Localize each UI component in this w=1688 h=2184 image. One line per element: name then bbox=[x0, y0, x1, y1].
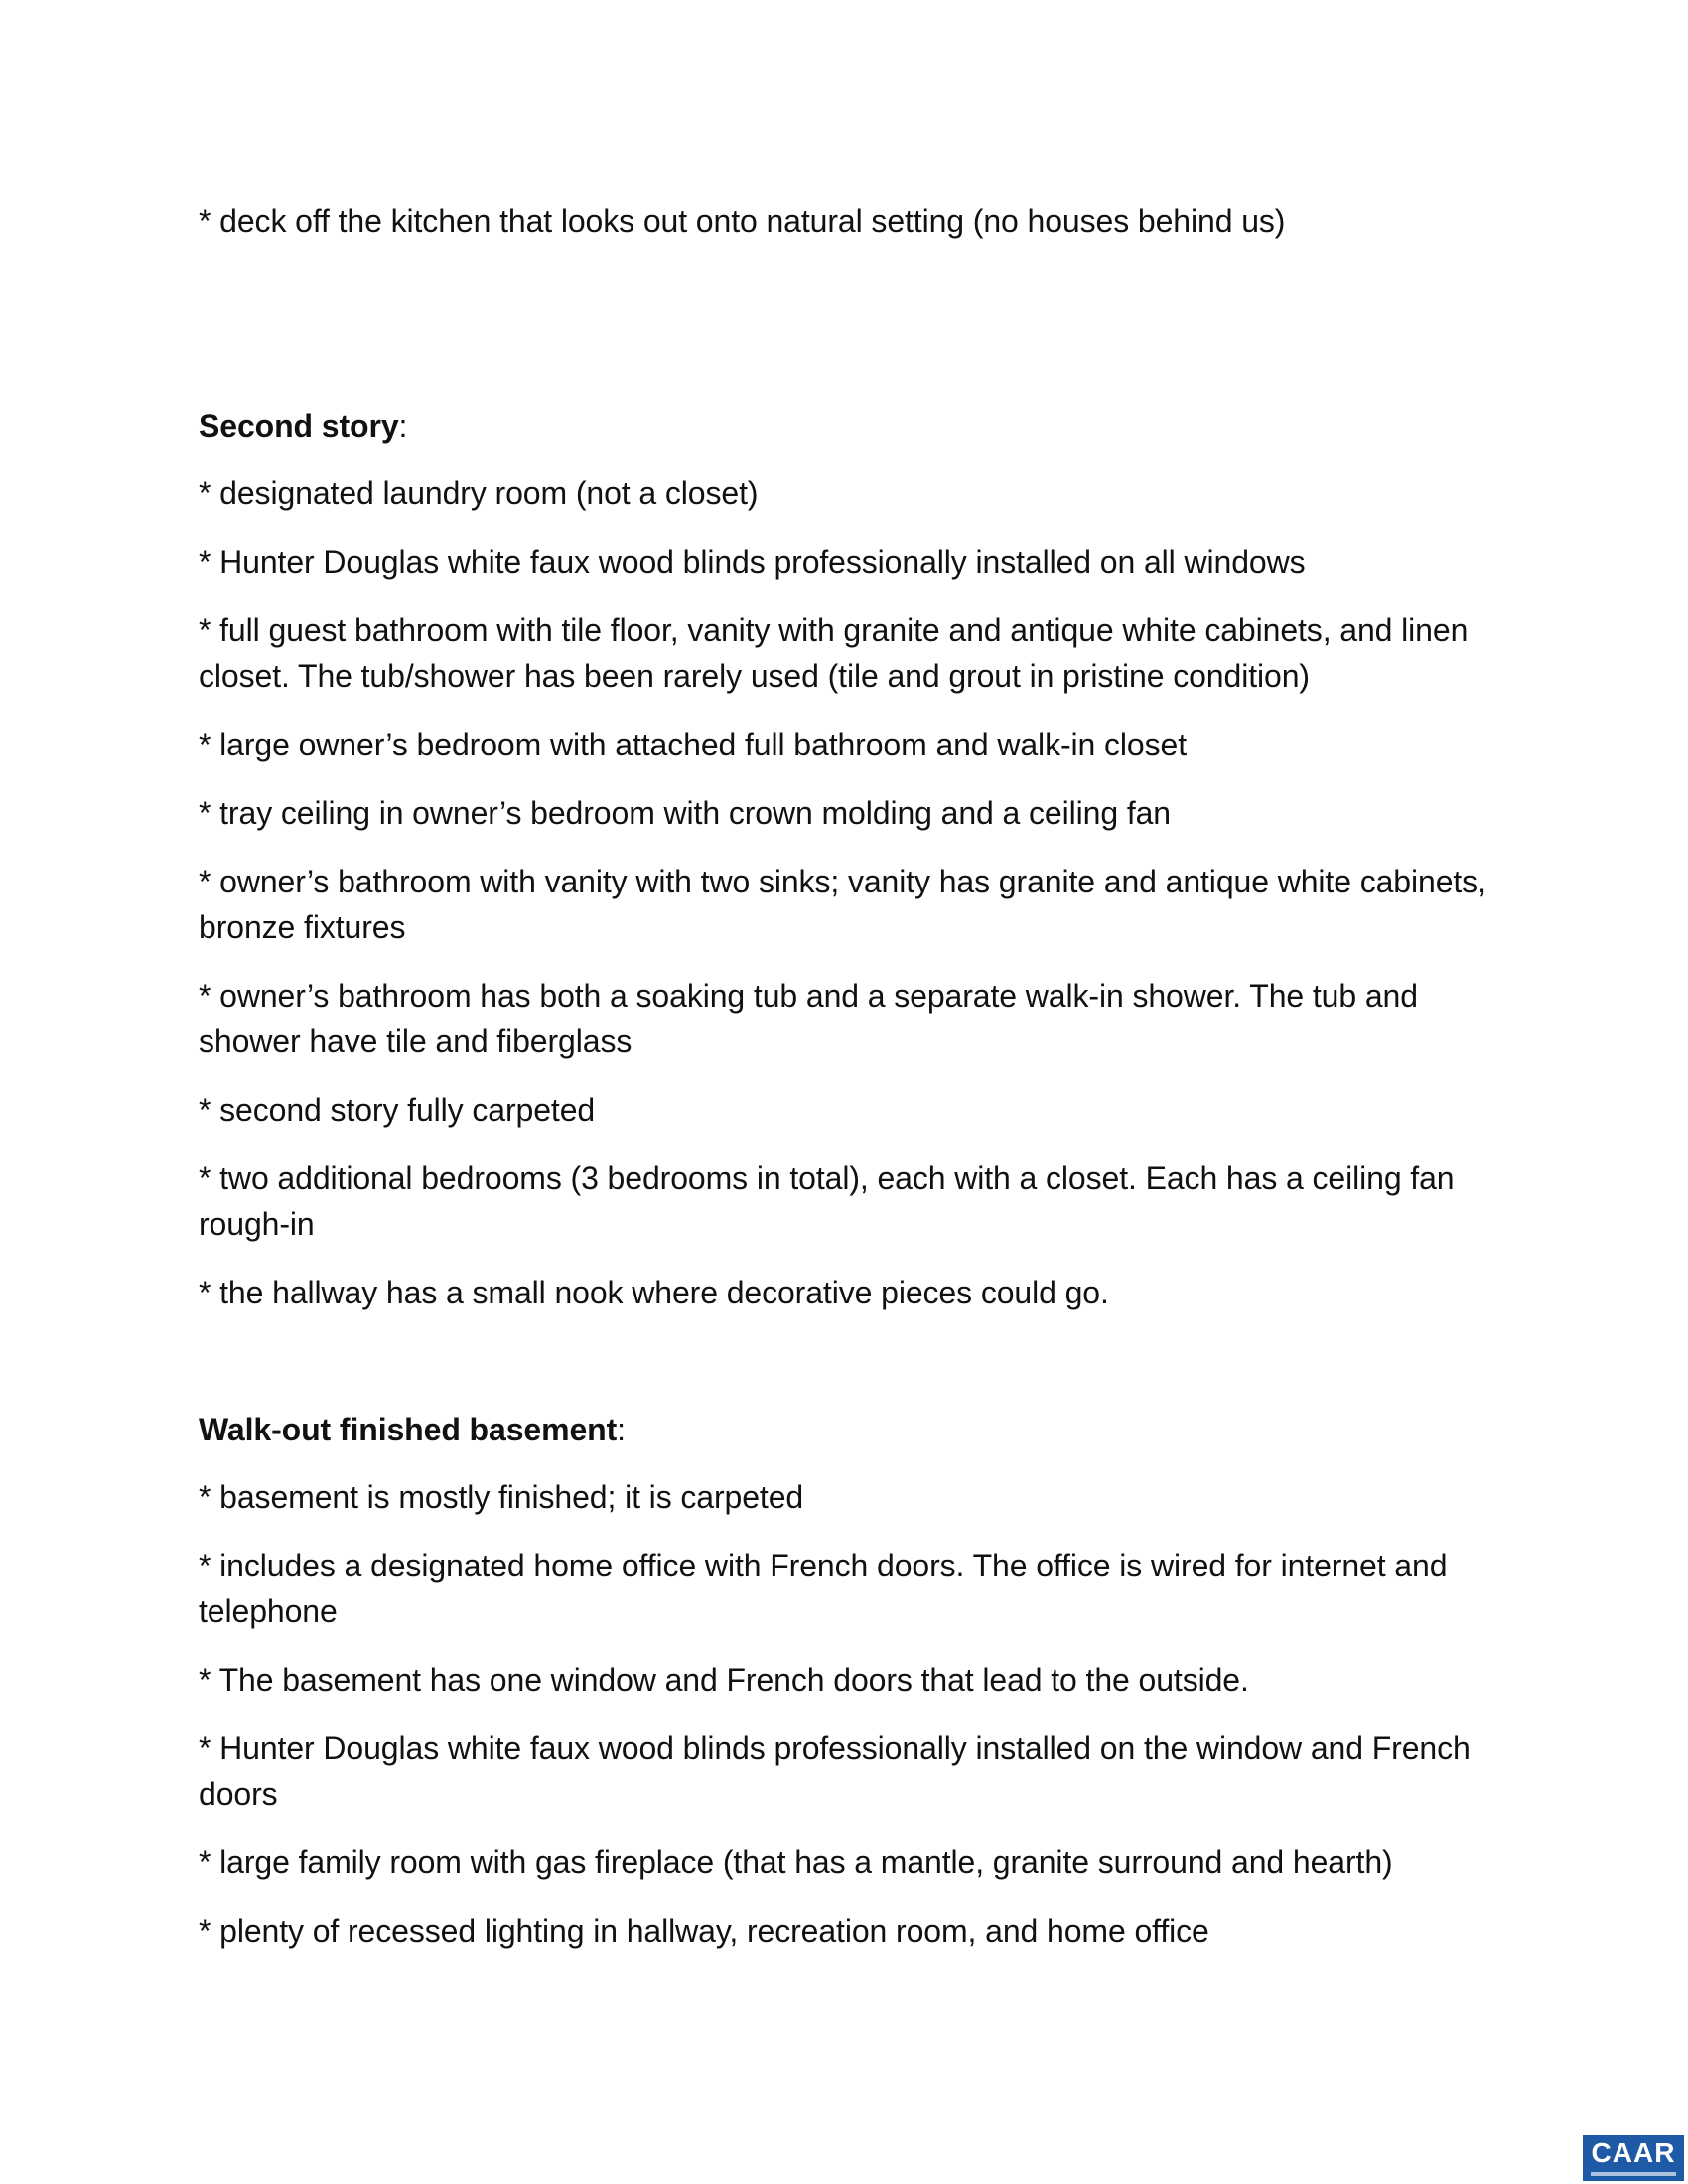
basement-item: * The basement has one window and French doors that lead to the outside. bbox=[199, 1662, 1249, 1698]
second-story-item: * tray ceiling in owner’s bedroom with crown molding and a ceiling fan bbox=[199, 795, 1172, 831]
second-story-heading bbox=[199, 403, 1489, 449]
second-story-item: * owner’s bathroom with vanity with two sinks; vanity has granite and antique white cabinets, bronze fixtures bbox=[199, 864, 1486, 945]
second-story-item: * full guest bathroom with tile floor, vanity with granite and antique white cabinets, and linen closet. The tub/shower has been rarely used (tile and grout in pristine condition) bbox=[199, 613, 1469, 694]
intro-line: * deck off the kitchen that looks out onto natural setting (no houses behind us) bbox=[199, 204, 1286, 239]
second-story-item: * designated laundry room (not a closet) bbox=[199, 476, 759, 511]
basement-item: * basement is mostly finished; it is carpeted bbox=[199, 1479, 804, 1515]
second-story-item: * second story fully carpeted bbox=[199, 1092, 596, 1128]
second-story-item: * two additional bedrooms (3 bedrooms in total), each with a closet. Each has a ceiling fan rough-in bbox=[199, 1160, 1455, 1242]
basement-heading-colon: : bbox=[617, 1412, 626, 1447]
basement-heading-text: Walk-out finished basement bbox=[199, 1412, 618, 1447]
second-story-heading-colon: : bbox=[398, 408, 408, 444]
second-story-heading-text: Second story bbox=[199, 408, 399, 444]
second-story-item: * owner’s bathroom has both a soaking tub and a separate walk-in shower. The tub and shower have tile and fiberglass bbox=[199, 978, 1418, 1059]
basement-item: * includes a designated home office with French doors. The office is wired for internet and telephone bbox=[199, 1548, 1448, 1629]
second-story-item: * Hunter Douglas white faux wood blinds professionally installed on all windows bbox=[199, 544, 1306, 580]
caar-logo-tagline-bar bbox=[1591, 2172, 1676, 2176]
basement-heading bbox=[199, 1407, 1489, 1452]
second-story-item: * large owner’s bedroom with attached full bathroom and walk-in closet bbox=[199, 727, 1188, 762]
caar-logo bbox=[1583, 2135, 1684, 2181]
basement-item: * Hunter Douglas white faux wood blinds professionally installed on the window and French doors bbox=[199, 1730, 1471, 1812]
basement-item: * plenty of recessed lighting in hallway, recreation room, and home office bbox=[199, 1913, 1209, 1949]
document-content bbox=[199, 199, 1489, 1977]
basement-item: * large family room with gas fireplace (that has a mantle, granite surround and hearth) bbox=[199, 1844, 1393, 1880]
caar-logo-text: CAAR bbox=[1591, 2137, 1676, 2168]
second-story-item: * the hallway has a small nook where decorative pieces could go. bbox=[199, 1275, 1109, 1310]
